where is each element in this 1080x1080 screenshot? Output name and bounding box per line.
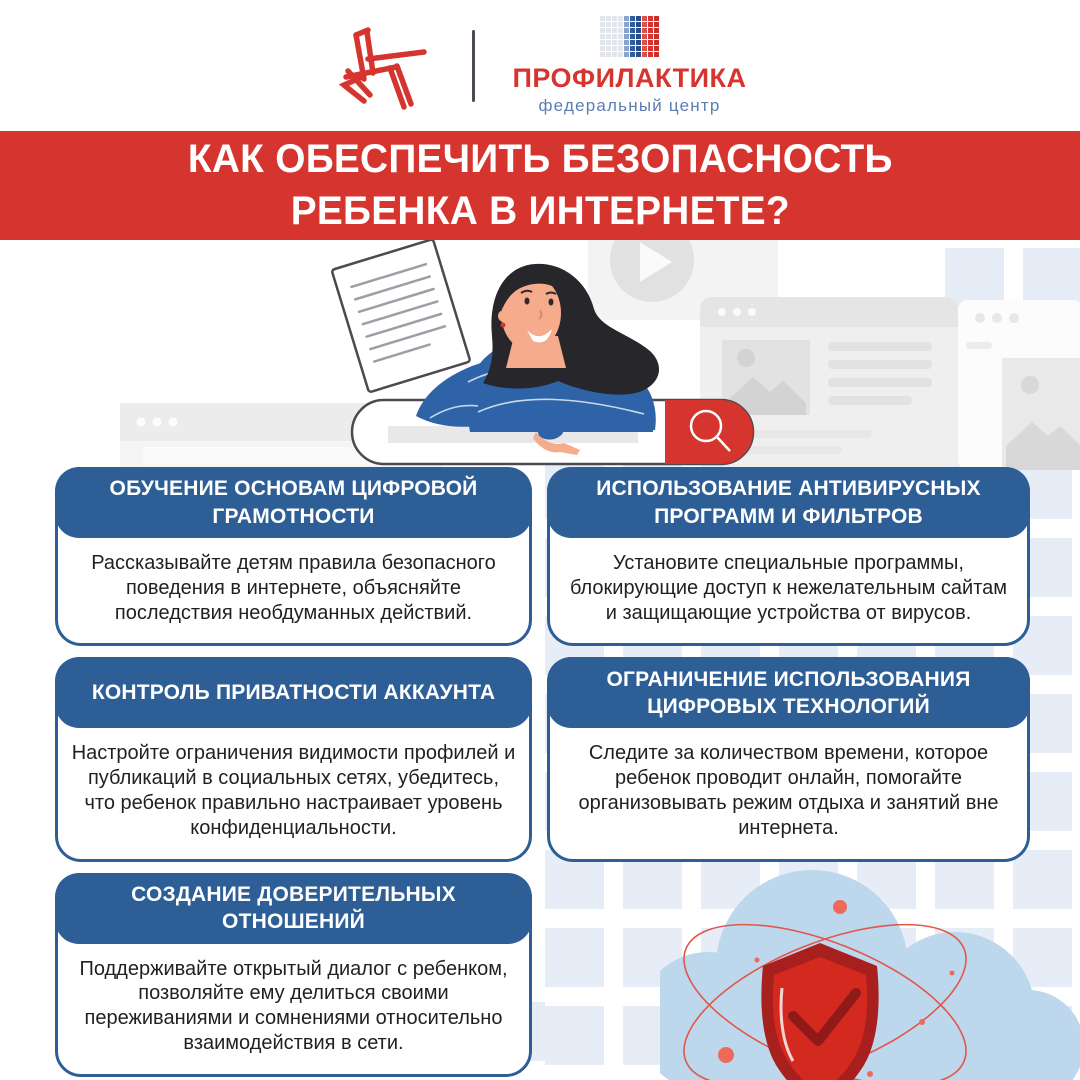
brand-pixel [648,16,653,21]
page-title-line2: РЕБЕНКА В ИНТЕРНЕТЕ? [290,188,790,233]
brand-pixel [600,28,605,33]
search-button [665,400,753,464]
woman-search-illustration [0,240,1080,470]
brand-pixel [618,28,623,33]
card-antivirus [547,467,1030,646]
brand-pixel [612,52,617,57]
brand-pixel [624,52,629,57]
page-title-line1: КАК ОБЕСПЕЧИТЬ БЕЗОПАСНОСТЬ [187,137,893,182]
card-body: Настройте ограничения видимости профилей и публикаций в социальных сетях, убедитесь, что ребенок правильно настраивает уровень конфиденциальности. [71,742,516,839]
logo-divider [472,30,475,102]
card-title: КОНТРОЛЬ ПРИВАТНОСТИ АККАУНТА [91,681,496,705]
brand-pixel [636,40,641,45]
brand-pixel [606,34,611,39]
brand-pixel [630,46,635,51]
brand-pixel [606,28,611,33]
brand-pixel [606,40,611,45]
brand-pixel [648,34,653,39]
brand-pixel [600,22,605,27]
chair-logo-icon [334,20,434,112]
brand-pixel [654,28,659,33]
logo-header [0,0,1080,131]
brand-name: ПРОФИЛАКТИКА [512,62,747,93]
shield-check-icon [761,943,878,1080]
brand-pixel [618,40,623,45]
brand-pixel [630,34,635,39]
card-title: ИСПОЛЬЗОВАНИЕ АНТИВИРУСНЫХ ПРОГРАММ И ФИЛЬТРОВ [596,477,981,528]
brand-pixel [630,40,635,45]
brand-pixel [618,22,623,27]
brand-pixel [636,28,641,33]
brand-pixel [642,46,647,51]
brand-pixel [648,46,653,51]
brand-pixel [618,52,623,57]
brand-pixel [648,22,653,27]
card-title: ОБУЧЕНИЕ ОСНОВАМ ЦИФРОВОЙ ГРАМОТНОСТИ [109,477,478,528]
brand-pixel [606,22,611,27]
brand-pixel [624,46,629,51]
brand-pixel [600,34,605,39]
brand-pixel [618,46,623,51]
card-header [547,657,1030,728]
brand-pixel [600,46,605,51]
side-window [958,300,1080,470]
brand-pixel [600,16,605,21]
brand-pixel [612,40,617,45]
card-body: Установите специальные программы, блокирующие доступ к нежелательным сайтам и защищающие устройства от вирусов. [569,552,1008,624]
card-digital-literacy [55,467,532,646]
brand-pixel [642,16,647,21]
shield-cloud-illustration [660,850,1080,1080]
brand-pixel [654,16,659,21]
brand-pixel [612,28,617,33]
brand-pixel [648,40,653,45]
brand-pixel [600,52,605,57]
brand-pixel [636,34,641,39]
brand-pixel [606,46,611,51]
card-header [547,467,1030,538]
brand-pixel [654,46,659,51]
brand-block [513,16,747,116]
brand-pixel [612,34,617,39]
brand-pixel [612,46,617,51]
card-column-right [547,467,1030,862]
card-title: ОГРАНИЧЕНИЕ ИСПОЛЬЗОВАНИЯ ЦИФРОВЫХ ТЕХНОЛОГИЙ [606,667,971,718]
brand-pixel [642,40,647,45]
brand-pixel [642,22,647,27]
card-body: Рассказывайте детям правила безопасного поведения в интернете, объясняйте последствия необдуманных действий. [91,552,496,624]
brand-pixel [624,40,629,45]
brand-pixel [612,22,617,27]
brand-pixel [642,52,647,57]
brand-pixel [630,16,635,21]
card-title: СОЗДАНИЕ ДОВЕРИТЕЛЬНЫХ ОТНОШЕНИЙ [131,882,456,934]
brand-pixel [636,22,641,27]
brand-pixel-grid-icon [600,16,659,57]
card-body: Следите за количеством времени, которое ребенок проводит онлайн, помогайте организовывать режим отдыха и занятий вне интернета. [578,742,999,839]
card-header [55,467,532,538]
card-column-left [55,467,532,1077]
document-icon [332,240,471,392]
brand-pixel [654,22,659,27]
brand-pixel [618,16,623,21]
brand-pixel [654,34,659,39]
brand-pixel [654,52,659,57]
brand-pixel [624,28,629,33]
brand-pixel [642,28,647,33]
card-header [55,657,532,728]
card-header [55,873,532,944]
brand-pixel [630,22,635,27]
brand-pixel [630,52,635,57]
brand-pixel [642,34,647,39]
brand-pixel [606,52,611,57]
brand-pixel [636,16,641,21]
brand-pixel [618,34,623,39]
brand-pixel [636,52,641,57]
brand-pixel [606,16,611,21]
brand-pixel [648,52,653,57]
brand-pixel [630,28,635,33]
brand-pixel [624,34,629,39]
card-privacy-control [55,657,532,861]
card-trusting-relations [55,873,532,1077]
card-body: Поддерживайте открытый диалог с ребенком, позволяйте ему делиться своими переживаниями и сомнениями относительно взаимодействия в сети. [79,957,508,1054]
title-banner [0,131,1080,240]
brand-pixel [648,28,653,33]
card-screen-time [547,657,1030,861]
brand-pixel [624,16,629,21]
brand-subtitle: федеральный центр [538,95,721,115]
brand-pixel [636,46,641,51]
brand-pixel [612,16,617,21]
brand-pixel [654,40,659,45]
brand-pixel [624,22,629,27]
brand-pixel [600,40,605,45]
